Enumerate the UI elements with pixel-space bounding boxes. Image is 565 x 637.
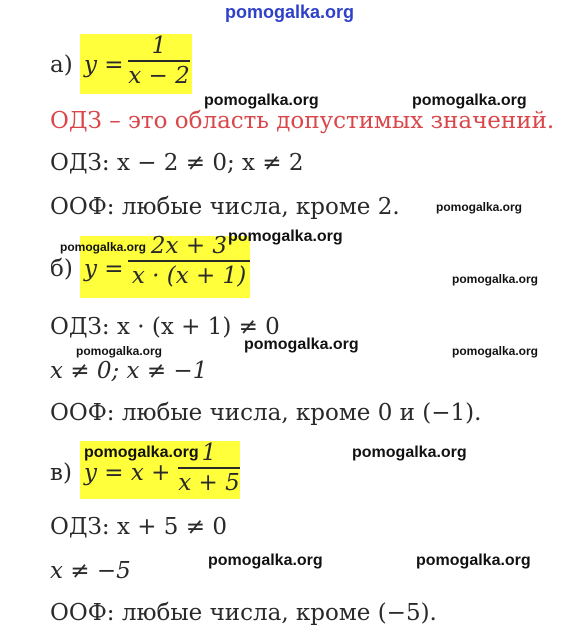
fraction-a	[128, 33, 190, 89]
watermark: pomogalka.org	[204, 92, 319, 109]
fraction-bar-c	[178, 467, 240, 469]
watermark: pomogalka.org	[452, 272, 539, 286]
denominator-a: x − 2	[128, 62, 190, 89]
watermark: pomogalka.org	[228, 228, 343, 245]
watermark: pomogalka.org	[84, 444, 199, 461]
numerator-a: 1	[151, 33, 167, 59]
numerator-b: 2x + 3	[150, 233, 228, 259]
condition-c: x ≠ −5	[50, 558, 131, 584]
numerator-c: 1	[201, 440, 217, 466]
denominator-b: x · (x + 1)	[131, 262, 247, 289]
watermark: pomogalka.org	[452, 344, 539, 358]
condition-b: x ≠ 0; x ≠ −1	[50, 358, 208, 384]
odz-definition: ОДЗ – это область допустимых значений.	[50, 108, 555, 134]
fraction-bar-b	[128, 260, 250, 262]
lhs-c: y = x +	[84, 460, 171, 486]
odz-b: ОДЗ: x · (x + 1) ≠ 0	[50, 314, 280, 340]
denominator-c: x + 5	[178, 469, 240, 496]
watermark: pomogalka.org	[60, 240, 147, 254]
watermark: pomogalka.org	[416, 552, 531, 569]
label-b: б)	[50, 256, 73, 282]
oof-a: ООФ: любые числа, кроме 2.	[50, 194, 400, 220]
label-a: а)	[50, 52, 73, 78]
oof-c: ООФ: любые числа, кроме (−5).	[50, 600, 437, 626]
site-header-link[interactable]: pomogalka.org	[225, 2, 355, 22]
odz-c: ОДЗ: x + 5 ≠ 0	[50, 514, 227, 540]
watermark: pomogalka.org	[412, 92, 527, 109]
fraction-bar-a	[128, 60, 190, 62]
label-c: в)	[50, 460, 72, 486]
watermark: pomogalka.org	[208, 552, 323, 569]
lhs-b: y =	[84, 256, 124, 282]
watermark: pomogalka.org	[76, 344, 163, 358]
lhs-a: y =	[84, 52, 124, 78]
watermark: pomogalka.org	[244, 336, 359, 353]
watermark: pomogalka.org	[352, 444, 467, 461]
odz-a: ОДЗ: x − 2 ≠ 0; x ≠ 2	[50, 150, 304, 176]
watermark: pomogalka.org	[436, 200, 523, 214]
oof-b: ООФ: любые числа, кроме 0 и (−1).	[50, 400, 482, 426]
